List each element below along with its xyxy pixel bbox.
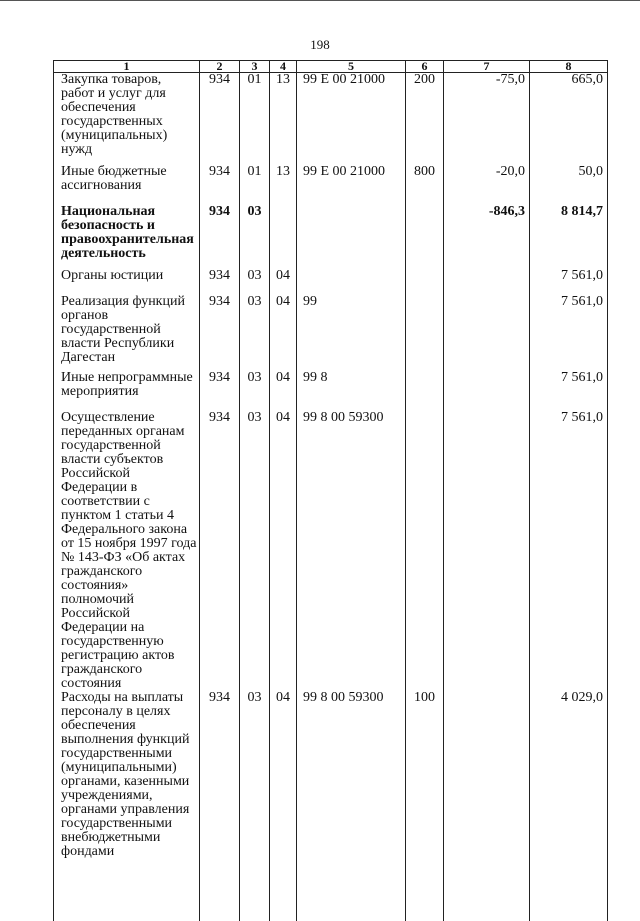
cell-subsection: 13 bbox=[270, 165, 297, 205]
cell-total: 7 561,0 bbox=[530, 371, 608, 411]
cell-grbs: 934 bbox=[200, 691, 240, 921]
budget-table bbox=[53, 60, 608, 921]
cell-target-article: 99 Е 00 21000 bbox=[297, 73, 406, 165]
cell-total: 50,0 bbox=[530, 165, 608, 205]
table-row bbox=[54, 205, 608, 269]
cell-expense-type: 100 bbox=[406, 691, 444, 921]
cell-change: -846,3 bbox=[444, 205, 530, 269]
cell-target-article: 99 bbox=[297, 295, 406, 371]
cell-section: 03 bbox=[240, 295, 270, 371]
cell-expense-type bbox=[406, 295, 444, 371]
cell-expense-type bbox=[406, 269, 444, 295]
cell-section: 03 bbox=[240, 411, 270, 691]
cell-subsection: 04 bbox=[270, 295, 297, 371]
table-row bbox=[54, 269, 608, 295]
row-name: Иные непрограммные мероприятия bbox=[54, 371, 200, 411]
table-header-row bbox=[54, 61, 608, 73]
column-header: 7 bbox=[444, 61, 530, 73]
cell-section: 03 bbox=[240, 205, 270, 269]
table-row bbox=[54, 411, 608, 691]
cell-subsection: 13 bbox=[270, 73, 297, 165]
cell-section: 01 bbox=[240, 165, 270, 205]
cell-total: 4 029,0 bbox=[530, 691, 608, 921]
column-header: 5 bbox=[297, 61, 406, 73]
cell-grbs: 934 bbox=[200, 73, 240, 165]
cell-section: 03 bbox=[240, 691, 270, 921]
table-row bbox=[54, 165, 608, 205]
cell-expense-type: 800 bbox=[406, 165, 444, 205]
column-header: 2 bbox=[200, 61, 240, 73]
row-name: Национальная безопасность и правоохранительная деятельность bbox=[54, 205, 200, 269]
cell-change bbox=[444, 411, 530, 691]
cell-section: 01 bbox=[240, 73, 270, 165]
cell-target-article: 99 8 bbox=[297, 371, 406, 411]
page-number: 198 bbox=[310, 37, 330, 52]
column-header: 1 bbox=[54, 61, 200, 73]
cell-subsection: 04 bbox=[270, 411, 297, 691]
cell-target-article bbox=[297, 205, 406, 269]
column-header: 3 bbox=[240, 61, 270, 73]
column-header: 4 bbox=[270, 61, 297, 73]
cell-change bbox=[444, 295, 530, 371]
table-row bbox=[54, 295, 608, 371]
column-header: 6 bbox=[406, 61, 444, 73]
cell-grbs: 934 bbox=[200, 269, 240, 295]
cell-change bbox=[444, 269, 530, 295]
cell-expense-type: 200 bbox=[406, 73, 444, 165]
cell-subsection: 04 bbox=[270, 691, 297, 921]
cell-grbs: 934 bbox=[200, 411, 240, 691]
row-name: Осуществление переданных органам государственной власти субъектов Российской Федерации в соответствии с пунктом 1 статьи 4 Федерального закона от 15 ноября 1997 года № 143-ФЗ «Об актах гражданского состояния» полномочий Российской Федерации на государственную регистрацию актов гражданского состояния bbox=[54, 411, 200, 691]
cell-total: 7 561,0 bbox=[530, 295, 608, 371]
cell-total: 7 561,0 bbox=[530, 411, 608, 691]
cell-change bbox=[444, 371, 530, 411]
row-name: Расходы на выплаты персоналу в целях обеспечения выполнения функций государственными (муниципальными) органами, казенными учреждениями, органами управления государственными внебюджетными фондами bbox=[54, 691, 200, 921]
cell-section: 03 bbox=[240, 269, 270, 295]
table-row bbox=[54, 691, 608, 921]
table-row bbox=[54, 73, 608, 165]
cell-target-article: 99 8 00 59300 bbox=[297, 691, 406, 921]
cell-total: 665,0 bbox=[530, 73, 608, 165]
cell-target-article: 99 Е 00 21000 bbox=[297, 165, 406, 205]
cell-total: 7 561,0 bbox=[530, 269, 608, 295]
cell-grbs: 934 bbox=[200, 295, 240, 371]
cell-expense-type bbox=[406, 205, 444, 269]
table-row bbox=[54, 371, 608, 411]
top-edge-rule bbox=[0, 0, 640, 1]
cell-subsection bbox=[270, 205, 297, 269]
cell-total: 8 814,7 bbox=[530, 205, 608, 269]
cell-subsection: 04 bbox=[270, 269, 297, 295]
cell-change: -75,0 bbox=[444, 73, 530, 165]
cell-target-article: 99 8 00 59300 bbox=[297, 411, 406, 691]
cell-section: 03 bbox=[240, 371, 270, 411]
cell-change bbox=[444, 691, 530, 921]
cell-grbs: 934 bbox=[200, 165, 240, 205]
column-header: 8 bbox=[530, 61, 608, 73]
row-name: Закупка товаров, работ и услуг для обеспечения государственных (муниципальных) нужд bbox=[54, 73, 200, 165]
cell-expense-type bbox=[406, 371, 444, 411]
cell-target-article bbox=[297, 269, 406, 295]
row-name: Иные бюджетные ассигнования bbox=[54, 165, 200, 205]
cell-grbs: 934 bbox=[200, 205, 240, 269]
row-name: Реализация функций органов государственной власти Республики Дагестан bbox=[54, 295, 200, 371]
cell-subsection: 04 bbox=[270, 371, 297, 411]
row-name: Органы юстиции bbox=[54, 269, 200, 295]
cell-grbs: 934 bbox=[200, 371, 240, 411]
cell-change: -20,0 bbox=[444, 165, 530, 205]
cell-expense-type bbox=[406, 411, 444, 691]
